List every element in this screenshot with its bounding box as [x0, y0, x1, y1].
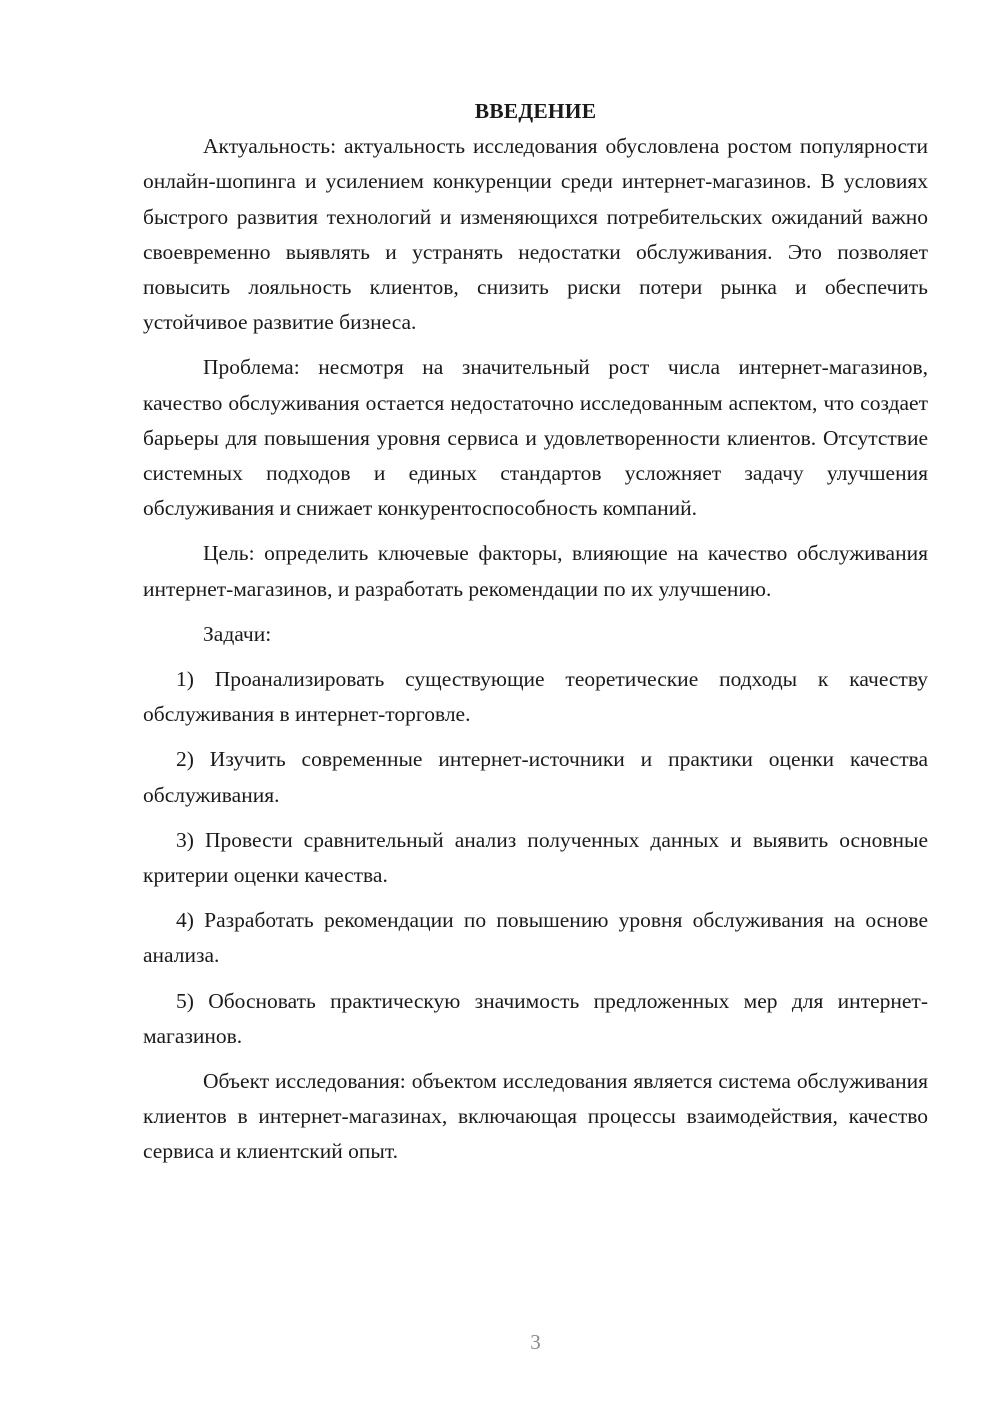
document-title: ВВЕДЕНИЕ: [474, 99, 597, 123]
task-item-2: 2) Изучить современные интернет-источники и практики оценки качества обслуживания.: [143, 747, 928, 807]
paragraph-goal: Цель: определить ключевые факторы, влияющие на качество обслуживания интернет-магазинов, и разработать рекомендации по их улучшению.: [143, 541, 928, 601]
paragraph-relevance: Актуальность: актуальность исследования обусловлена ростом популярности онлайн-шопинга и усилением конкуренции среди интернет-магазинов. В условиях быстрого развития технологий и изменяющихся потребительских ожиданий важно своевременно выявлять и устранять недостатки обслуживания. Это позволяет повысить лояльность клиентов, снизить риски потери рынка и обеспечить устойчивое развитие бизнеса.: [143, 134, 928, 335]
paragraph-object: Объект исследования: объектом исследования является система обслуживания клиентов в интернет-магазинах, включающая процессы взаимодействия, качество сервиса и клиентский опыт.: [143, 1069, 928, 1164]
page-number: 3: [530, 1330, 541, 1354]
task-item-1: 1) Проанализировать существующие теоретические подходы к качеству обслуживания в интернет-торговле.: [143, 667, 928, 727]
task-item-4: 4) Разработать рекомендации по повышению уровня обслуживания на основе анализа.: [143, 908, 928, 968]
task-item-3: 3) Провести сравнительный анализ полученных данных и выявить основные критерии оценки качества.: [143, 827, 928, 888]
document-page: [143, 94, 928, 1170]
task-item-5: 5) Обосновать практическую значимость предложенных мер для интернет-магазинов.: [143, 988, 928, 1048]
paragraph-problem: Проблема: несмотря на значительный рост числа интернет-магазинов, качество обслуживания остается недостаточно исследованным аспектом, что создает барьеры для повышения уровня сервиса и удовлетворенности клиентов. Отсутствие системных подходов и единых стандартов усложняет задачу улучшения обслуживания и снижает конкурентоспособность компаний.: [143, 355, 928, 521]
tasks-heading: Задачи:: [203, 621, 272, 646]
